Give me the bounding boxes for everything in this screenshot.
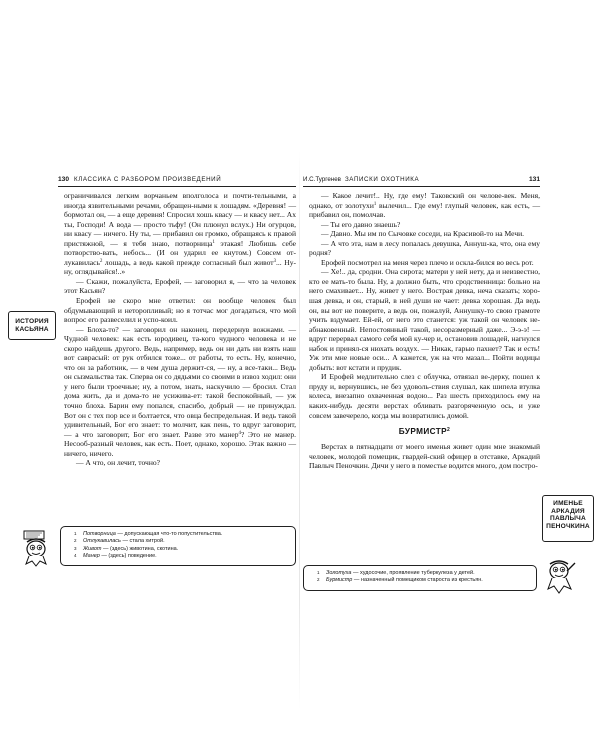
side-tab-line: ИМЕНЬЕ <box>553 500 583 507</box>
footnote-definition: — допускающая что-то попустительства. <box>115 531 223 537</box>
paragraph: Ерофей не скоро мне ответил: он вообще человек был обдумывающий и неторопливый; но я тотчас мог догадаться, что мой вопрос его развеселил и успо-коил. <box>64 296 296 325</box>
footnote-ref: 4 <box>238 430 241 436</box>
paragraph: Ерофей посмотрел на меня через плечо и оскла-бился во весь рот. <box>321 257 534 267</box>
right-page-number: 131 <box>528 176 540 183</box>
footnote-definition: — (здесь) поведение. <box>99 552 157 559</box>
footnote-term: Манер <box>83 552 100 559</box>
footnote-number: 4 <box>74 552 77 558</box>
left-running-head <box>58 175 296 187</box>
paragraph: — А что эта, нам в лесу попалась девушка, Аннуш-ка, что, она ему родня? <box>309 238 540 258</box>
footnote-definition: — худосочие, проявление туберкулеза у детей. <box>351 570 475 576</box>
left-page-number: 130 <box>58 176 70 183</box>
right-footnotes <box>303 565 537 591</box>
left-body-text <box>64 191 296 468</box>
footnote-number: 1 <box>317 570 320 575</box>
footnote-term: Золотуха <box>326 570 352 576</box>
chapter-heading-text: БУРМИСТР <box>398 427 447 437</box>
pointing-mascot-icon <box>544 555 578 597</box>
footnote-term: Отлукавилась <box>83 538 121 545</box>
footnote-number: 2 <box>317 577 320 583</box>
footnote-ref: 1 <box>373 201 377 207</box>
footnote-definition: — стала хитрой. <box>120 538 165 545</box>
footnote-term: Бурмистр <box>326 577 353 584</box>
paragraph: Верстах в пятнадцати от моего именья живет один мне знакомый человек, молодой помещик, гвардей-ский офицер в отставке, Аркадий Павлыч Пеночкин. Дичи у него в поместье водится много, дом постро- <box>309 442 540 471</box>
reading-mascot-icon <box>20 528 52 568</box>
footnote-term: Потворница <box>83 531 116 537</box>
footnote-number: 1 <box>74 531 77 536</box>
left-side-tab <box>8 311 56 340</box>
side-tab-line: АРКАДИЯ <box>551 507 585 515</box>
paragraph: — Блоха-то? — заговорил он наконец, передернув вожжами. — Чудной человек: как есть юродивец, та-кого чудного человека и не скоро найдешь другого. Ведь, например, ведь он ни дать ни взять наш вот саврасый: от рук отбился тоже... от работы, то есть. Ну, конечно, что он за работник, — в чем душа держит-ся, — ну, а все-таки... Ведь он сызмальства так. Сперва он со дядьями со своими в извоз ходил: они у него были троечные; ну, а потом, знать, наскучило — бросил. Стал дома жить, да и дома-то не усижива-ет: такой беспокойный, — уж точно блоха. Барин ему попался, спасибо, добрый — не принуждал. Вот он с тех пор все и болтается, что овца беспредельная. И ведь такой удивительный, Бог его знает: то молчит, как пень, то вдруг заговорит, — а что заговорит, Бог его знает. Разве это манер$^4$? Это не манер. Несооб-разный человек, как есть. Поет, однако, хорошо. Этак важно — ничего, ничего. <box>64 324 296 458</box>
side-tab-line: КАСЬЯНА <box>15 325 49 333</box>
footnote-number: 3 <box>74 545 77 551</box>
footnote-term: Живот <box>83 545 102 552</box>
paragraph: — Хе!.. да, сродни. Она сирота; матери у ней нету, да и неизвестно, кто ее мать-то была. Ну, а должно быть, что сродственница: больно на него смахивает... Ну, живет у него. Вострая девка, неча сказать; хоро-шая девка, и он, старый, в ней души не чает: девка хорошая. Да ведь он, вы вот не поверите, а ведь он, пожалуй, Аннушку-то свою грамоте учить вздумает. Ей-ей, от него это станется: уж такой он человек не-абнаковенный. Непостоянный такой, несоразмерный даже... Э-э-э! — вдруг перервал самого себя мой ку-чер и, остановив лошадей, нагнулся набок и принял-ся нюхать воздух. — Никак, гарью пахнет? Так и есть! Уж эти мне новые оси... А кажется, уж на что мазал... Пойти водицы добыть: вот кстати и прудик. <box>309 267 540 372</box>
right-side-tab <box>542 495 594 542</box>
footnote-ref: 3 <box>273 259 277 265</box>
paragraph: И Ерофей медлительно слез с облучка, отвязал ве-дерку, пошел к пруду и, вернувшись, не без удоволь-ствия слушал, как шипела втулка колеса, внезапно охваченная водою... Раз шесть приходилось ему на каких-нибудь десяти верстах обливать разгоряченную ось, и уже совсем завечерело, когда мы возвратились домой. <box>309 372 540 420</box>
right-running-head <box>303 175 540 187</box>
right-running-title: ЗАПИСКИ ОХОТНИКА <box>344 176 420 183</box>
footnote <box>317 577 530 584</box>
paragraph: — А что, он лечит, точно? <box>76 458 161 468</box>
right-page <box>300 0 600 750</box>
right-running-title-block <box>303 175 419 185</box>
paragraph: — Ты его давно знаешь? <box>321 219 401 229</box>
right-body-text <box>309 191 540 471</box>
paragraph: — Какое лечит!.. Ну, где ему! Таковский он челове-век. Меня, однако, от золотухи$^1$ вылечил... Где ему! глупый человек, как есть, — прибавил он, помолчав. <box>309 191 540 220</box>
right-running-author: И.С.Тургенев <box>303 176 341 183</box>
chapter-heading-note: 2 <box>447 427 451 434</box>
paragraph: — Давно. Мы им по Сычовке соседи, на Красивой-то на Мечи. <box>321 229 525 239</box>
footnote-number: 2 <box>74 538 77 544</box>
side-tab-line: ИСТОРИЯ <box>15 318 49 325</box>
paragraph: — Скажи, пожалуйста, Ерофей, — заговорил я, — что за человек этот Касьян? <box>64 276 296 296</box>
footnote <box>74 545 289 553</box>
left-running-title: КЛАССИКА С РАЗБОРОМ ПРОИЗВЕДЕНИЙ <box>74 176 222 183</box>
chapter-heading <box>309 427 540 437</box>
footnote-ref: 2 <box>99 259 103 265</box>
side-tab-line: ПАВЛЫЧА <box>550 515 586 523</box>
footnote <box>74 538 289 545</box>
footnote <box>74 552 289 560</box>
side-tab-line: ПЕНОЧКИНА <box>546 522 590 530</box>
footnote-definition: — назначенный помещиком староста из крестьян. <box>352 577 483 584</box>
left-footnotes <box>60 526 296 566</box>
footnote-ref: 1 <box>212 239 215 245</box>
footnote-definition: — (здесь) животина, скотина. <box>101 545 179 552</box>
paragraph: ограничивался легким ворчаньем вполголоса и почти-тельными, а иногда язвительными речами, обращен-ными к лошадям. «Деревня! — бормотал он, — а еще деревня! Спросил хошь квасу — и квасу нет... Ах ты, Господи! А вода — просто тьфу! (Он плюнул вслух.) Ни огурцов, ни квасу — ничего. Ну ты, — прибавил он громко, обращаясь к правой пристяжной, — я тебя знаю, потворница$^1$ этакая! Любишь себе потворство-вать, небось... (И он ударил ее кнутом.) Совсем от-лукавилась$^2$ лошадь, а ведь какой прежде согласный был живот$^3$... Ну-ну, оглядывайся!..» <box>64 191 296 277</box>
